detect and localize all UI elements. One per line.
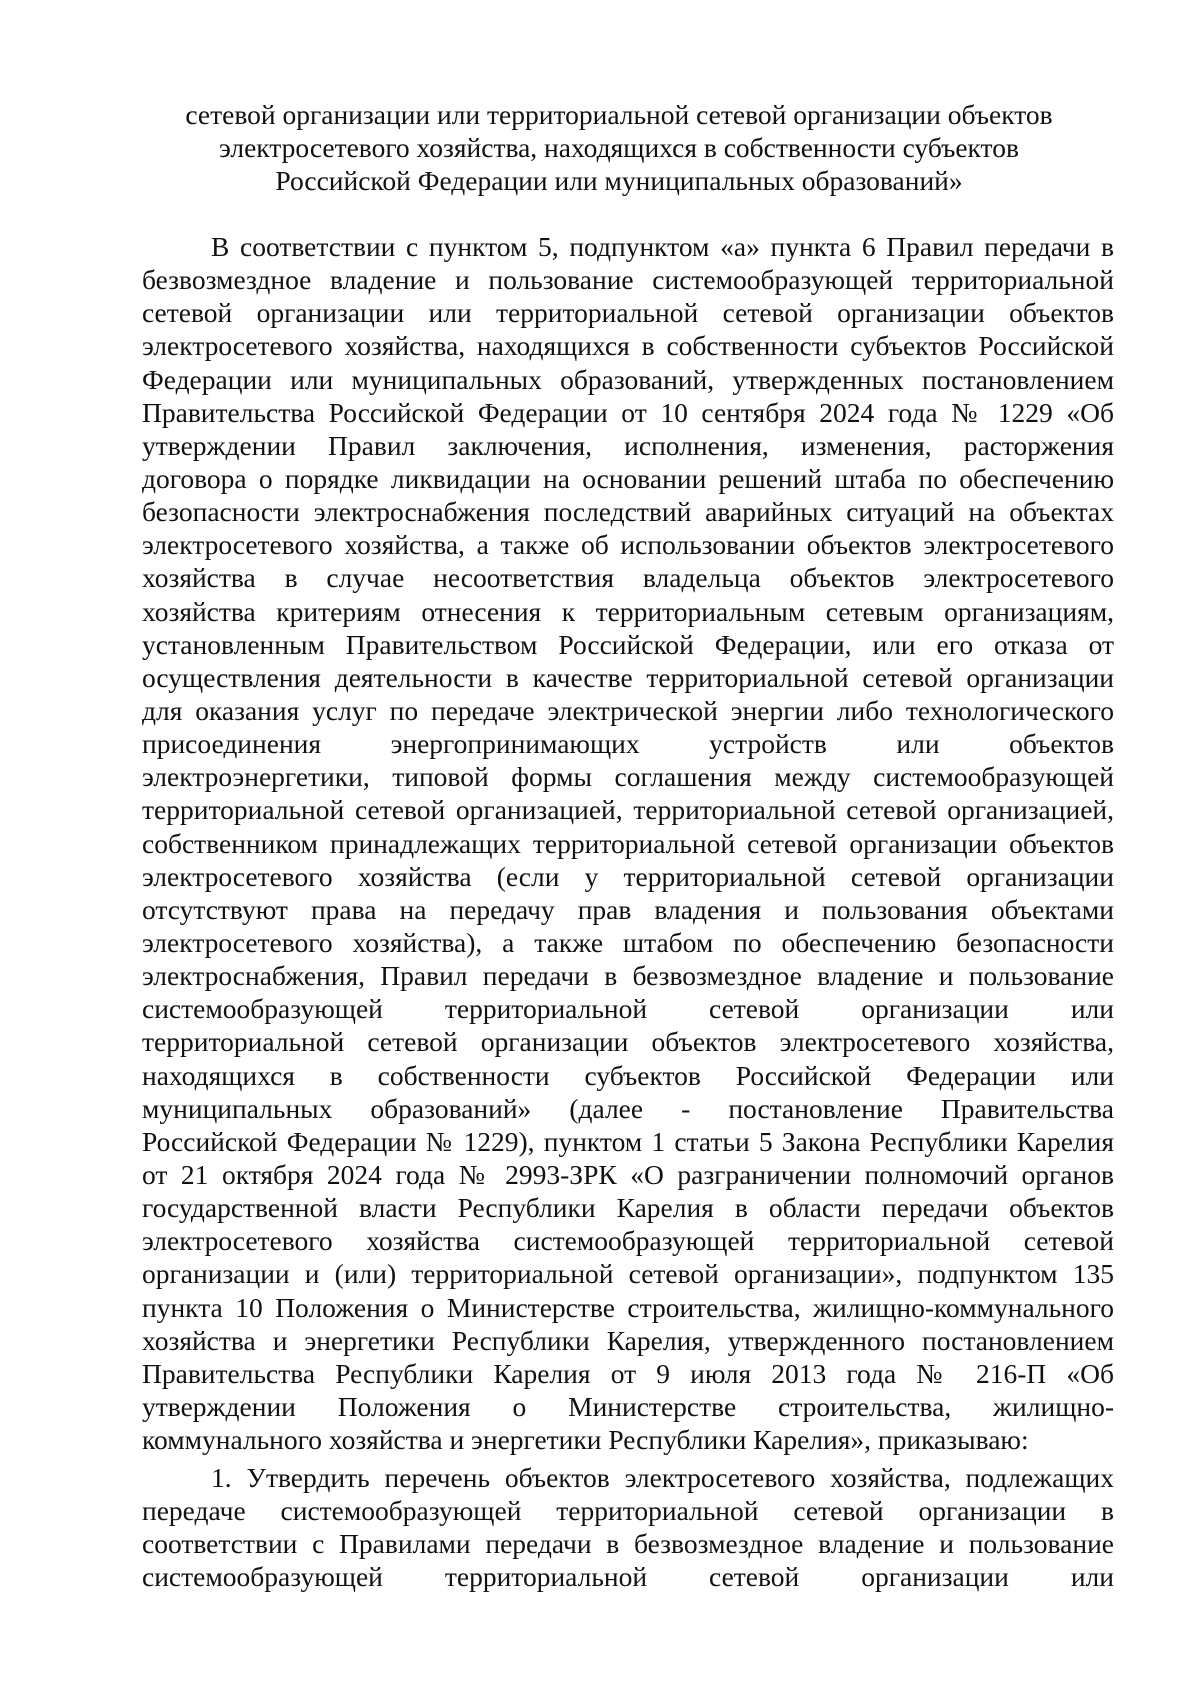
text-line: территориальной сетевой организацией, территориальной сетевой организацией, [142, 794, 1114, 826]
text-line: электросетевого хозяйства, находящихся в собственности субъектов Российской [142, 330, 1114, 362]
title-line: электросетевого хозяйства, находящихся в собственности субъектов [219, 132, 1019, 163]
text-line: муниципальных образований» (далее - постановление Правительства [142, 1092, 1114, 1124]
title-line: сетевой организации или территориальной сетевой организации объектов [185, 99, 1053, 130]
text-line: утверждении Правил заключения, исполнения, изменения, расторжения [142, 429, 1114, 461]
text-line: В соответствии с пунктом 5, подпунктом «а» пункта 6 Правил передачи в [211, 231, 1114, 262]
text-line: находящихся в собственности субъектов Российской Федерации или [142, 1059, 1114, 1091]
text-line: электросетевого хозяйства (если у территориальной сетевой организации [142, 860, 1114, 892]
text-line: хозяйства критериям отнесения к территориальным сетевым организациям, [142, 595, 1114, 627]
text-line: Российской Федерации № 1229), пунктом 1 статьи 5 Закона Республики Карелия [142, 1125, 1114, 1157]
text-line: электроснабжения, Правил передачи в безвозмездное владение и пользование [142, 960, 1114, 992]
text-line: электросетевого хозяйства системообразующей территориальной сетевой [142, 1225, 1114, 1257]
document-title [140, 98, 1098, 197]
text-line: системообразующей территориальной сетевой организации или [142, 1561, 1114, 1593]
text-line: сетевой организации или территориальной сетевой организации объектов [142, 297, 1114, 329]
text-line: для оказания услуг по передаче электрической энергии либо технологического [142, 694, 1114, 726]
text-line: системообразующей территориальной сетевой организации или [142, 993, 1114, 1025]
text-line: Правительства Российской Федерации от 10 сентября 2024 года № 1229 «Об [142, 396, 1114, 428]
title-line: Российской Федерации или муниципальных образований» [275, 165, 963, 196]
text-line: безопасности электроснабжения последствий аварийных ситуаций на объектах [142, 496, 1114, 528]
clause-1-paragraph [142, 1461, 1114, 1594]
preamble-paragraph [142, 230, 1114, 1456]
text-line: отсутствуют права на передачу прав владения и пользования объектами [142, 893, 1114, 925]
text-line: безвозмездное владение и пользование системообразующей территориальной [142, 264, 1114, 296]
text-line: хозяйства и энергетики Республики Карелия, утвержденного постановлением [142, 1324, 1114, 1356]
text-line: от 21 октября 2024 года № 2993-ЗРК «О разграничении полномочий органов [142, 1158, 1114, 1190]
text-line: 1. Утвердить перечень объектов электросетевого хозяйства, подлежащих [211, 1462, 1114, 1493]
text-line: Федерации или муниципальных образований, утвержденных постановлением [142, 363, 1114, 395]
text-line: электроэнергетики, типовой формы соглашения между системообразующей [142, 761, 1114, 793]
text-line: Правительства Республики Карелия от 9 июля 2013 года № 216-П «Об [142, 1357, 1114, 1389]
text-line: утверждении Положения о Министерстве строительства, жилищно- [142, 1390, 1114, 1422]
text-line: территориальной сетевой организации объектов электросетевого хозяйства, [142, 1026, 1114, 1058]
text-line: организации и (или) территориальной сетевой организации», подпунктом 135 [142, 1258, 1114, 1290]
text-line: коммунального хозяйства и энергетики Республики Карелия», приказываю: [142, 1424, 1029, 1456]
text-line: собственником принадлежащих территориальной сетевой организации объектов [142, 827, 1114, 859]
text-line: пункта 10 Положения о Министерстве строительства, жилищно-коммунального [142, 1291, 1114, 1323]
text-line: соответствии с Правилами передачи в безвозмездное владение и пользование [142, 1528, 1114, 1560]
text-line: хозяйства в случае несоответствия владельца объектов электросетевого [142, 562, 1114, 594]
text-line: осуществления деятельности в качестве территориальной сетевой организации [142, 661, 1114, 693]
text-line: государственной власти Республики Карелия в области передачи объектов [142, 1192, 1114, 1224]
text-line: электросетевого хозяйства), а также штабом по обеспечению безопасности [142, 926, 1114, 958]
text-line: договора о порядке ликвидации на основании решений штаба по обеспечению [142, 462, 1114, 494]
text-line: электросетевого хозяйства, а также об использовании объектов электросетевого [142, 529, 1114, 561]
text-line: передаче системообразующей территориальной сетевой организации в [142, 1495, 1114, 1527]
text-line: присоединения энергопринимающих устройств или объектов [142, 728, 1114, 760]
text-line: установленным Правительством Российской Федерации, или его отказа от [142, 628, 1114, 660]
